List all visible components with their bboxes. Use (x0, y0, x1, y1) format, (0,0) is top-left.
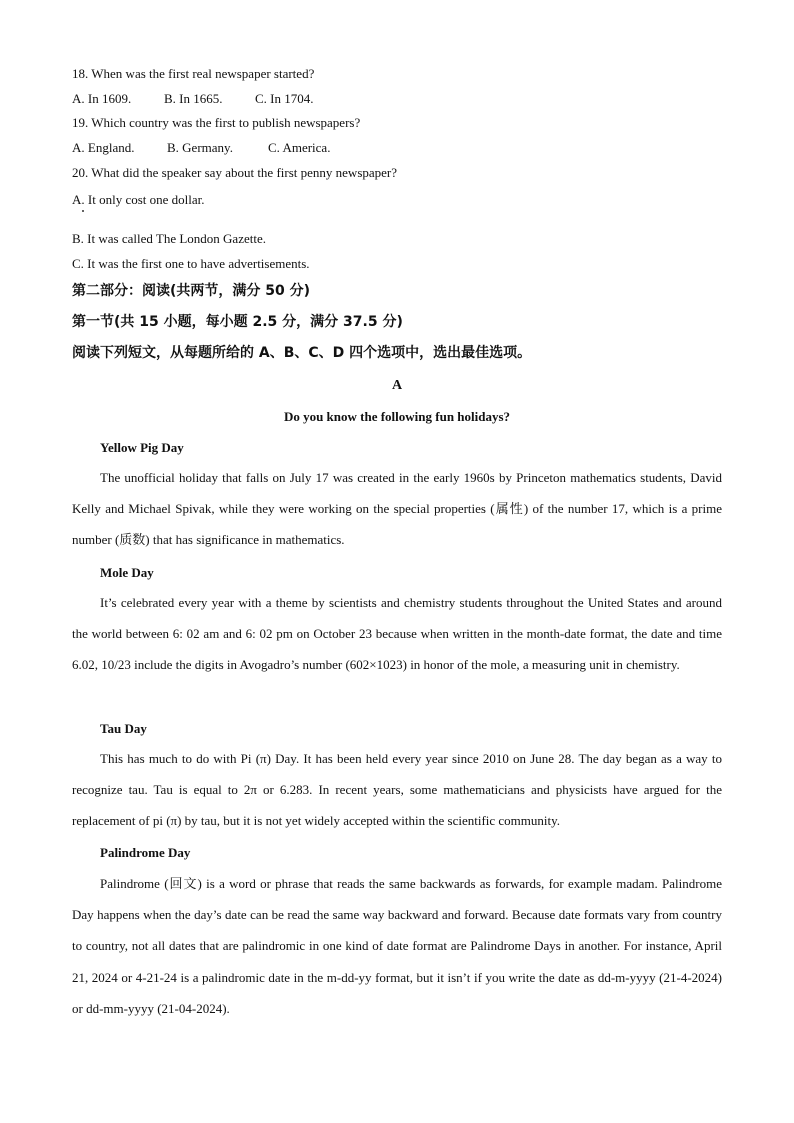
option-c: C. America. (268, 140, 331, 155)
question-19-options (72, 140, 330, 156)
section-title: 第一节(共 15 小题，每小题 2.5 分，满分 37.5 分) (72, 314, 403, 330)
paragraph-palindrome-day: Palindrome (回文) is a word or phrase that reads the same backwards as forwards, for example madam. Palindrome Day happens when the day’s date can be read the same way backward and forward. Because date formats vary from country to country, not all dates that are palindromic in one kind of date format are Palindrome Days in another. For instance, April 21, 2024 or 4-21-24 is a palindromic date in the m-dd-yy format, but it isn’t if you write the date as dd-m-yyyy (21-4-2024) or dd-mm-yyyy (21-04-2024). (72, 876, 722, 1016)
question-19-stem: 19. Which country was the first to publish newspapers? (72, 115, 361, 130)
stray-dot (82, 210, 84, 212)
question-18-stem: 18. When was the first real newspaper started? (72, 66, 315, 81)
option-c: C. It was the first one to have advertisements. (72, 256, 310, 271)
section-heading-palindrome-day: Palindrome Day (100, 845, 191, 860)
question-18-options (72, 91, 314, 107)
section-heading-yellow-pig-day: Yellow Pig Day (100, 440, 184, 455)
reading-instruction: 阅读下列短文，从每题所给的 A、B、C、D 四个选项中，选出最佳选项。 (72, 345, 532, 361)
option-a: A. In 1609. (72, 91, 132, 106)
passage-title: Do you know the following fun holidays? (283, 409, 511, 424)
option-c: C. In 1704. (255, 91, 314, 106)
section-heading-tau-day: Tau Day (100, 721, 147, 736)
section-heading-mole-day: Mole Day (100, 565, 154, 580)
question-20-stem: 20. What did the speaker say about the first penny newspaper? (72, 165, 398, 180)
option-a: A. It only cost one dollar. (72, 192, 205, 207)
option-a: A. England. (72, 140, 135, 155)
option-b: B. In 1665. (164, 91, 223, 106)
paragraph-mole-day: It’s celebrated every year with a theme by scientists and chemistry students throughout the United States and around the world between 6: 02 am and 6: 02 pm on October 23 because when written in the month-date format, the date and time 6.02, 10/23 include the digits in Avogadro’s number (602×1023) in honor of the mole, a measuring unit in chemistry. (72, 595, 722, 673)
option-b: B. Germany. (167, 140, 233, 155)
option-b: B. It was called The London Gazette. (72, 231, 266, 246)
part-title: 第二部分：阅读(共两节，满分 50 分) (72, 283, 311, 299)
paragraph-tau-day: This has much to do with Pi (π) Day. It has been held every year since 2010 on June 28. The day began as a way to recognize tau. Tau is equal to 2π or 6.283. In recent years, some mathematicians and physicists have argued for the replacement of pi (π) by tau, but it is not yet widely accepted within the scientific community. (72, 751, 722, 829)
passage-letter: A (391, 378, 403, 393)
paragraph-yellow-pig-day: The unofficial holiday that falls on July 17 was created in the early 1960s by Princeton mathematics students, David Kelly and Michael Spivak, while they were working on the special properties (属性) of the number 17, which is a prime number (质数) that has significance in mathematics. (72, 470, 722, 548)
